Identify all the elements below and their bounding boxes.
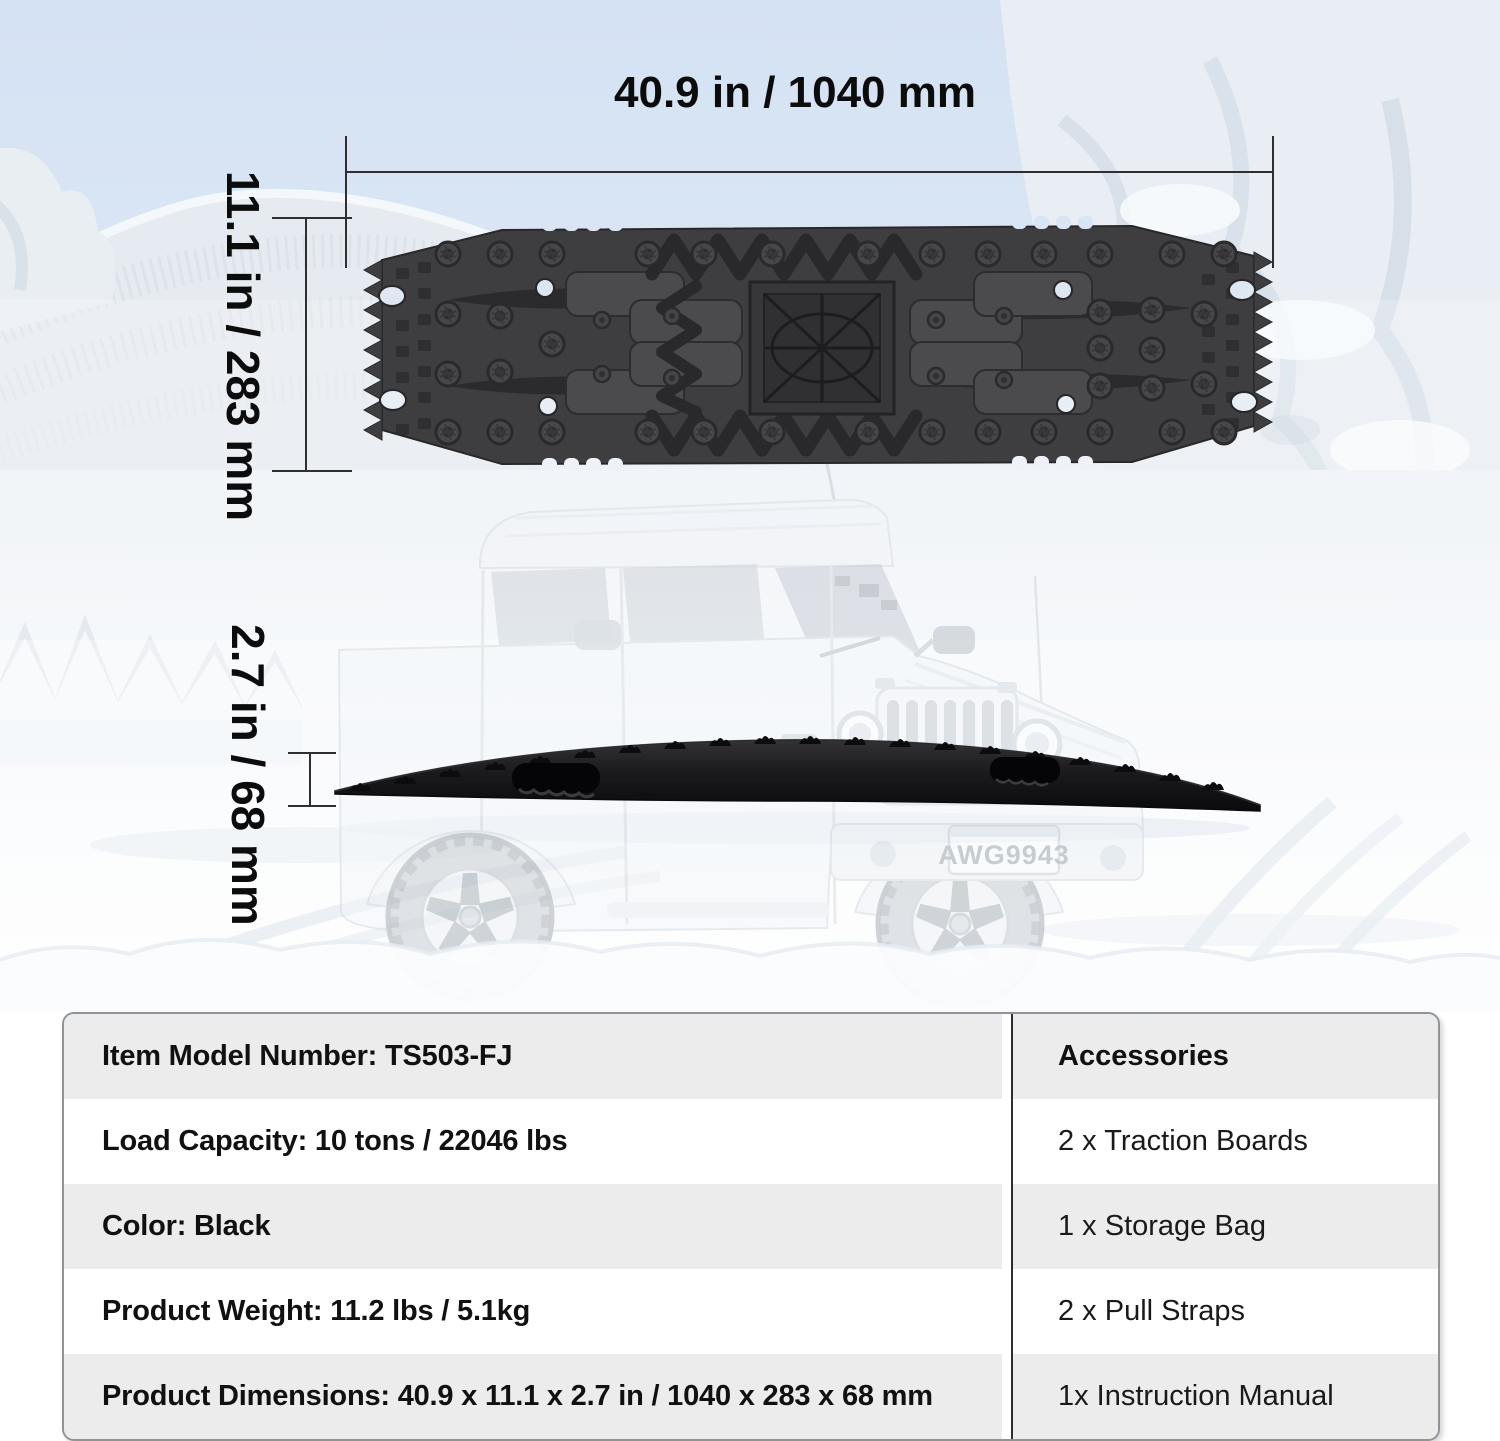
table-row <box>64 1269 1438 1354</box>
table-row <box>64 1184 1438 1269</box>
width-tick-bottom <box>272 470 352 472</box>
spec-color: Color: Black <box>64 1184 1011 1269</box>
traction-board-side-view <box>325 733 1270 821</box>
license-plate <box>938 826 1070 874</box>
serrated-edge-left <box>364 260 382 440</box>
center-jack-plate <box>750 282 894 414</box>
spec-dimensions: Product Dimensions: 40.9 x 11.1 x 2.7 in / 1040 x 283 x 68 mm <box>64 1354 1011 1439</box>
side-profile <box>335 740 1260 811</box>
length-dimension-line <box>346 171 1274 173</box>
table-row <box>64 1099 1438 1184</box>
height-dimension-label: 2.7 in / 68 mm <box>222 624 274 926</box>
length-dimension-label: 40.9 in / 1040 mm <box>614 68 976 117</box>
accessory-storage-bag: 1 x Storage Bag <box>1011 1184 1438 1269</box>
spec-table <box>62 1012 1440 1441</box>
traction-board-top-view <box>352 216 1284 474</box>
rocker-step <box>607 902 829 918</box>
license-plate-text: AWG9943 <box>938 840 1070 870</box>
table-row <box>64 1354 1438 1439</box>
width-dimension-label: 11.1 in / 283 mm <box>217 170 269 522</box>
width-dimension-line <box>305 218 307 472</box>
table-row <box>64 1014 1438 1099</box>
spec-model-number: Item Model Number: TS503-FJ <box>64 1014 1011 1099</box>
length-tick-left <box>345 136 347 268</box>
width-tick-top <box>272 217 352 219</box>
accessory-pull-straps: 2 x Pull Straps <box>1011 1269 1438 1354</box>
height-dimension-line <box>309 753 311 807</box>
accessory-instruction-manual: 1x Instruction Manual <box>1011 1354 1438 1439</box>
accessories-header: Accessories <box>1011 1014 1438 1099</box>
spec-weight: Product Weight: 11.2 lbs / 5.1kg <box>64 1269 1011 1354</box>
spec-load-capacity: Load Capacity: 10 tons / 22046 lbs <box>64 1099 1011 1184</box>
accessory-traction-boards: 2 x Traction Boards <box>1011 1099 1438 1184</box>
